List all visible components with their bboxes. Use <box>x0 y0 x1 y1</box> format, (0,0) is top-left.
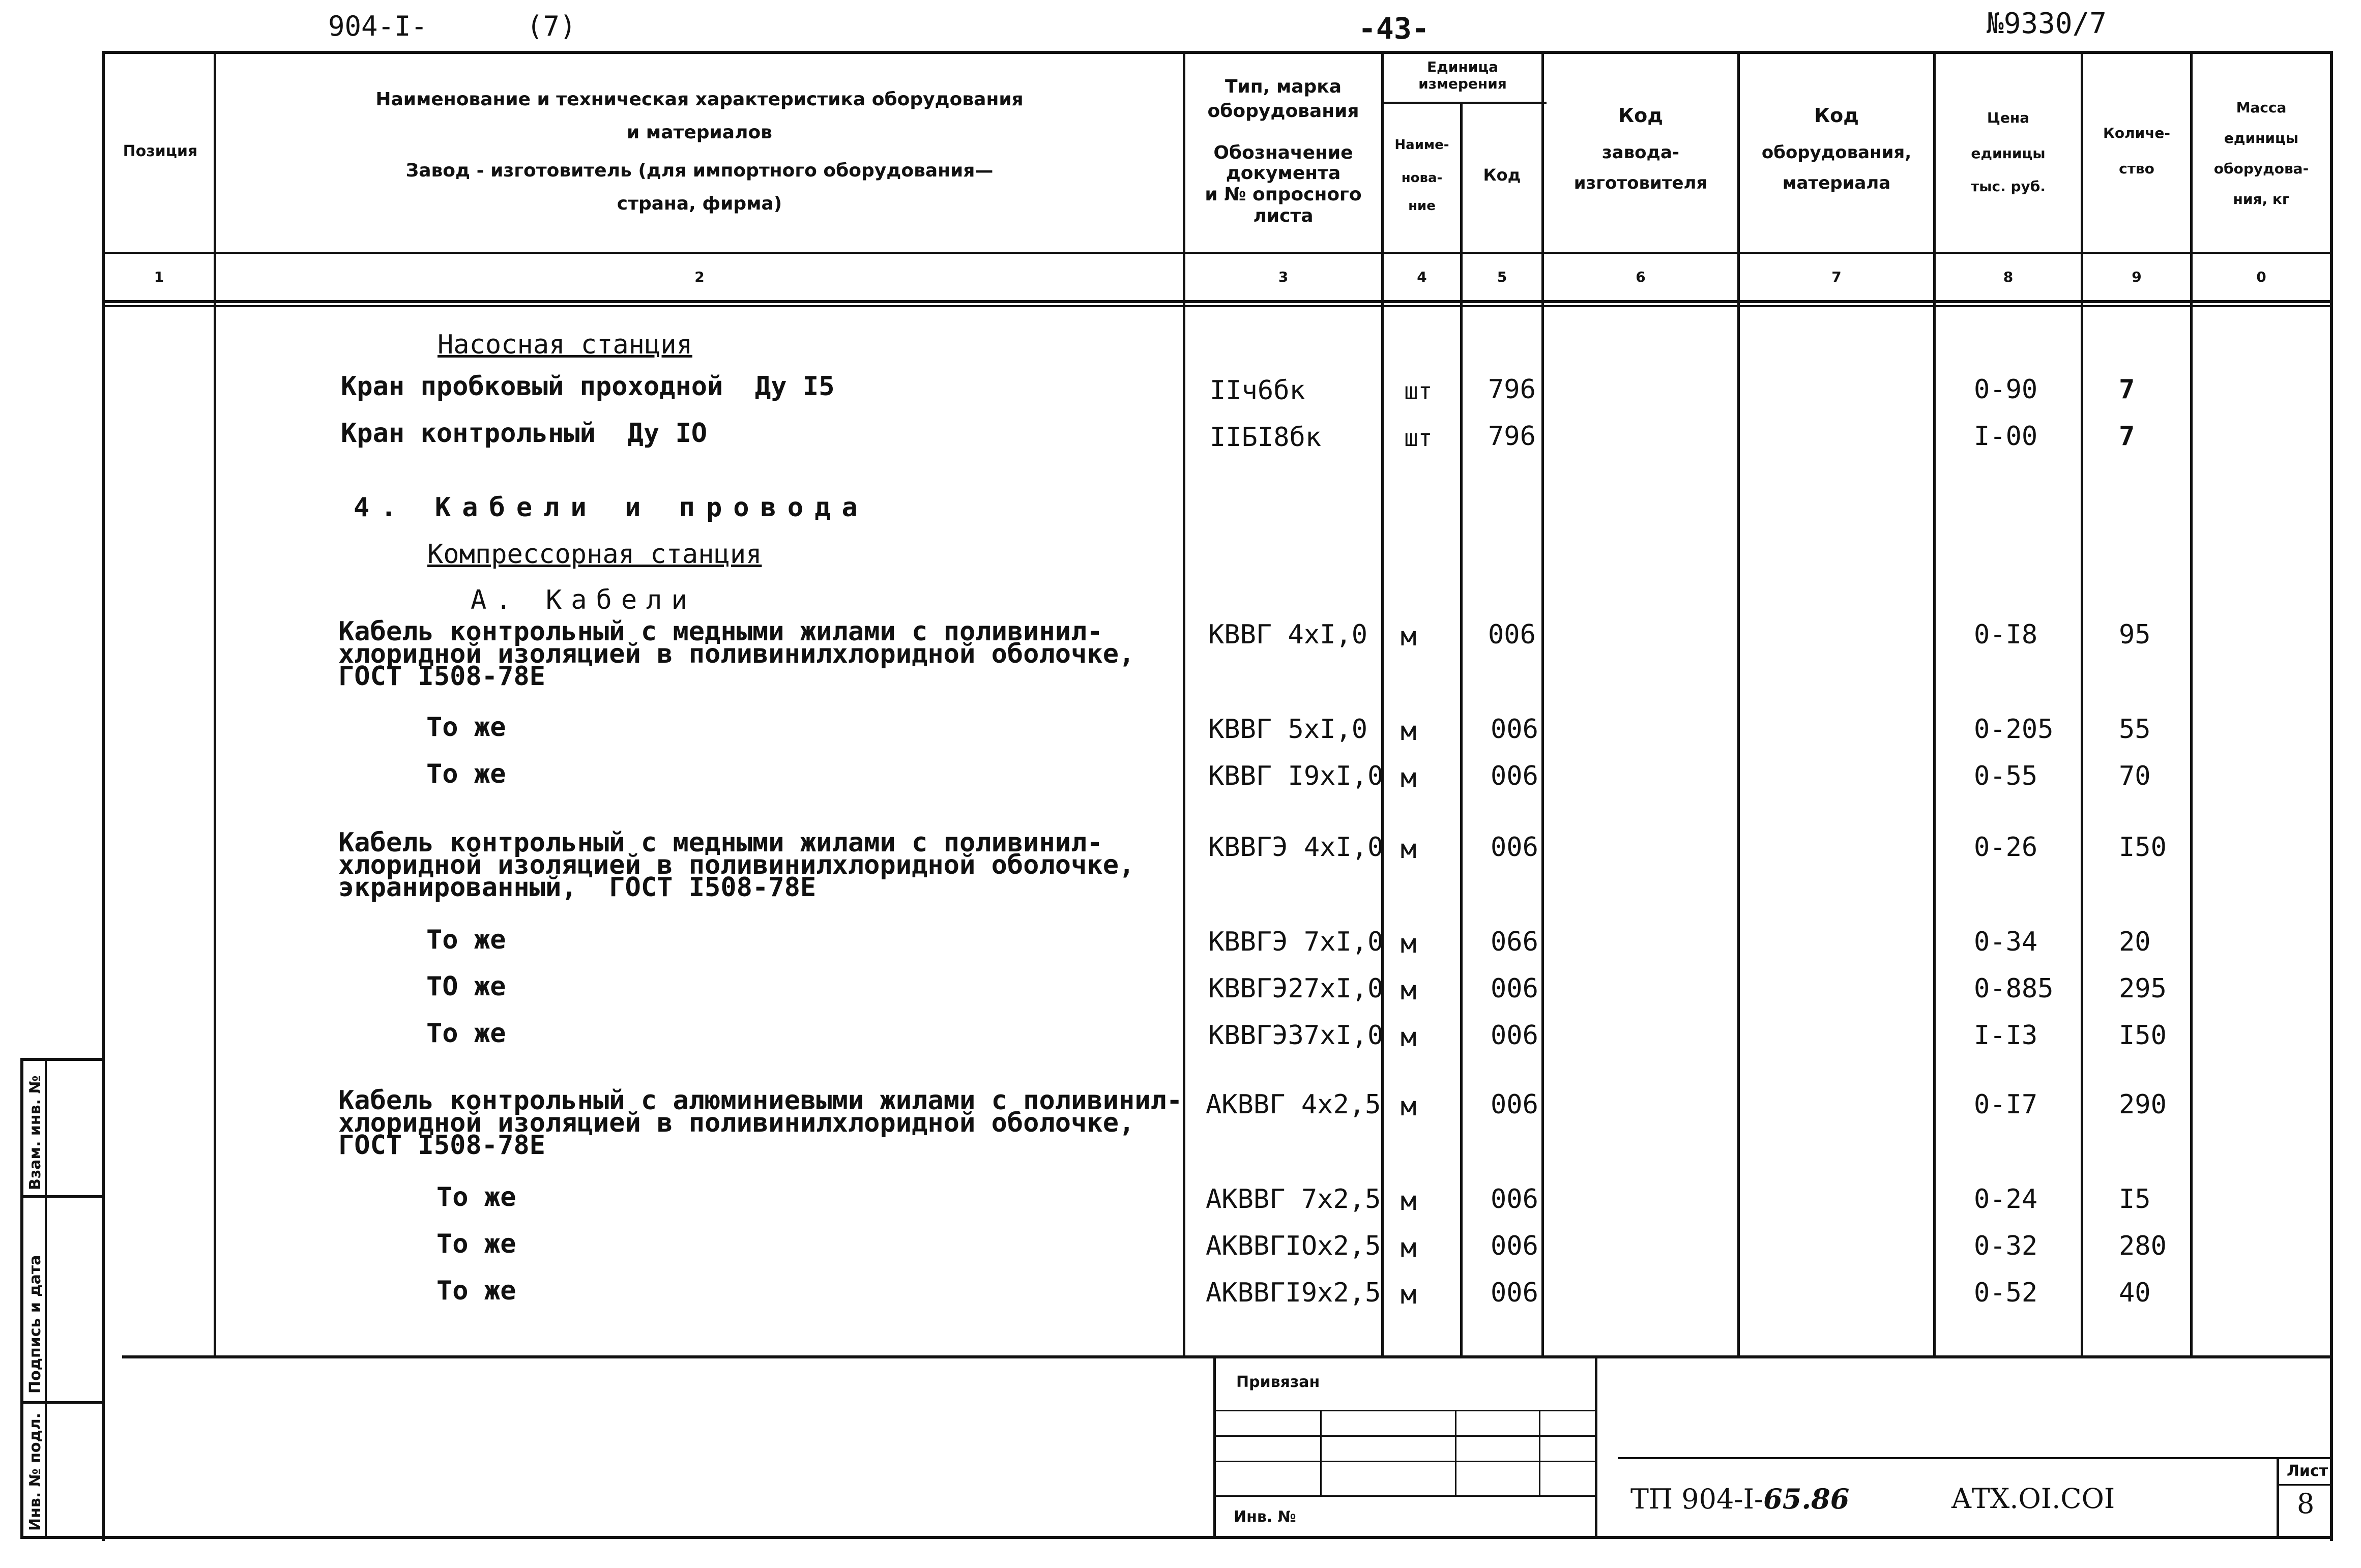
row-unit: м <box>1401 1186 1417 1217</box>
colnum-2: 2 <box>694 269 705 285</box>
stamp-grid-h3 <box>1216 1461 1595 1462</box>
row-code: 006 <box>1491 761 1538 791</box>
side-inv-podl: Инв. № подл. <box>26 1412 44 1531</box>
header-unit-group-2: измерения <box>1418 75 1507 92</box>
header-position: Позиция <box>123 142 198 160</box>
section-cables-title: 4. Кабели и провода <box>354 492 869 523</box>
colnum-10: 0 <box>2256 269 2266 285</box>
col-line-8 <box>2081 51 2083 1358</box>
frame-top <box>104 51 2333 54</box>
doc-number-printed: ТП 904-I- <box>1630 1483 1764 1515</box>
side-block-h2 <box>20 1401 104 1404</box>
row-name: ТО же <box>426 971 506 1002</box>
row-price: 0-90 <box>1974 374 2038 405</box>
header-type-2: оборудования <box>1207 101 1359 122</box>
row-price: 0-885 <box>1974 973 2054 1004</box>
stamp-inv: Инв. № <box>1234 1508 1296 1526</box>
row-price: 0-I8 <box>1974 619 2038 650</box>
sheet-label: Лист <box>2287 1462 2328 1480</box>
col-line-9 <box>2190 51 2193 1358</box>
header-name-2: и материалов <box>627 122 772 143</box>
header-price-1: Цена <box>1987 109 2030 126</box>
doc-row-rule <box>1618 1457 2333 1459</box>
row-name: То же <box>426 712 506 743</box>
row-name: То же <box>426 1018 506 1049</box>
row-price: I-I3 <box>1974 1020 2038 1051</box>
row-code: 066 <box>1491 927 1538 957</box>
row-unit: м <box>1401 1233 1417 1263</box>
row-name: Кран пробковый проходной Ду I5 <box>341 371 835 402</box>
colnum-8: 8 <box>2003 269 2014 285</box>
row-qty: I50 <box>2119 832 2167 863</box>
row-name: То же <box>436 1229 516 1259</box>
frame-bottom <box>20 1536 2333 1539</box>
row-name: То же <box>426 759 506 789</box>
row-name: Кабель контрольный с медными жилами с поливинил- хлоридной изоляцией в поливинилхлоридной оболочке, ГОСТ I508-78Е <box>338 616 1135 692</box>
stamp-grid-h4 <box>1216 1495 1595 1497</box>
row-code: 796 <box>1488 421 1536 452</box>
row-qty: 280 <box>2119 1231 2167 1261</box>
header-mass-3: оборудова- <box>2213 160 2309 177</box>
header-name-1: Наименование и техническая характеристика оборудования <box>375 89 1024 110</box>
series-paren: (7) <box>527 10 576 42</box>
row-type: IIБI8бк <box>1210 422 1322 453</box>
row-price: 0-52 <box>1974 1278 2038 1308</box>
section-cables-sub: А. Кабели <box>471 585 696 615</box>
row-qty: 55 <box>2119 714 2151 745</box>
side-block-mid <box>45 1058 47 1539</box>
row-qty: 40 <box>2119 1278 2151 1308</box>
row-qty: 295 <box>2119 973 2167 1004</box>
sheet-box-mid <box>2279 1484 2333 1486</box>
row-type: АКВВГIOx2,5 <box>1206 1231 1381 1261</box>
sheet-number: 8 <box>2297 1488 2315 1520</box>
stamp-box-right <box>1595 1355 1597 1539</box>
colnum-1: 1 <box>154 269 164 285</box>
row-name: То же <box>426 925 506 955</box>
col-line-2 <box>1183 51 1185 1358</box>
colnum-7: 7 <box>1831 269 1842 285</box>
row-price: I-00 <box>1974 421 2038 452</box>
row-name: То же <box>436 1182 516 1212</box>
side-vzam-inv: Взам. инв. № <box>26 1075 44 1190</box>
row-code: 006 <box>1491 1278 1538 1308</box>
doc-code: АТХ.OI.COI <box>1951 1483 2115 1515</box>
row-qty: 7 <box>2119 421 2135 452</box>
header-mass-1: Масса <box>2236 99 2287 116</box>
header-type-1: Тип, марка <box>1225 76 1342 97</box>
side-block-left <box>20 1058 23 1539</box>
row-type: АКВВГ 7x2,5 <box>1206 1184 1381 1215</box>
sheet-box-left <box>2277 1457 2279 1539</box>
header-rule-1 <box>104 252 2333 254</box>
stamp-grid-v3 <box>1539 1410 1540 1496</box>
header-equipment-1: Код <box>1814 104 1859 127</box>
row-qty: 7 <box>2119 374 2135 405</box>
header-name-4: страна, фирма) <box>617 193 782 214</box>
header-equipment-3: материала <box>1782 173 1891 193</box>
row-code: 006 <box>1491 1089 1538 1120</box>
header-price-2: единицы <box>1971 145 2046 162</box>
row-price: 0-34 <box>1974 927 2038 957</box>
header-unit-name-2: нова- <box>1401 170 1443 186</box>
row-type: КВВГ I9xI,0 <box>1208 761 1384 791</box>
row-name: Кабель контрольный с медными жилами с поливинил- хлоридной изоляцией в поливинилхлоридной оболочке, экранированный, ГОСТ I508-78Е <box>338 827 1135 903</box>
row-code: 006 <box>1491 973 1538 1004</box>
row-unit: м <box>1401 716 1417 747</box>
colnum-6: 6 <box>1636 269 1646 285</box>
row-qty: I50 <box>2119 1020 2167 1051</box>
doc-number-handwritten: 65.86 <box>1763 1483 1850 1515</box>
header-mass-2: единицы <box>2224 130 2299 146</box>
colnum-5: 5 <box>1497 269 1507 285</box>
header-qty-1: Количе- <box>2103 125 2171 141</box>
series-number: 904-I- <box>328 10 428 42</box>
header-type-3: Обозначение <box>1213 142 1353 163</box>
header-unit-name-3: ние <box>1408 198 1436 214</box>
row-price: 0-55 <box>1974 761 2038 791</box>
unit-group-rule <box>1384 102 1547 104</box>
side-block-top <box>20 1058 104 1061</box>
row-type: КВВГЭ 4xI,0 <box>1208 832 1384 863</box>
row-code: 796 <box>1488 374 1536 405</box>
header-name-3: Завод - изготовитель (для импортного оборудования— <box>405 160 994 181</box>
row-unit: м <box>1401 622 1417 652</box>
row-code: 006 <box>1488 619 1536 650</box>
row-price: 0-32 <box>1974 1231 2038 1261</box>
col-line-5 <box>1541 51 1544 1358</box>
col-line-1 <box>214 51 216 1358</box>
header-unit-group-1: Единица <box>1427 58 1498 75</box>
stamp-top-rule <box>122 1355 2333 1358</box>
side-podpis-data: Подпись и дата <box>26 1255 44 1394</box>
row-type: КВВГЭ27xI,0 <box>1208 973 1384 1004</box>
row-code: 006 <box>1491 1231 1538 1261</box>
row-price: 0-26 <box>1974 832 2038 863</box>
header-type-6: листа <box>1253 205 1314 226</box>
col-line-7 <box>1933 51 1936 1358</box>
header-rule-3 <box>104 305 2333 307</box>
colnum-4: 4 <box>1417 269 1427 285</box>
header-type-4: документа <box>1226 163 1341 184</box>
row-type: АКВВГ 4x2,5 <box>1206 1089 1381 1120</box>
stamp-grid-h1 <box>1216 1410 1595 1411</box>
col-line-6 <box>1737 51 1740 1358</box>
section-compressor-station: Компрессорная станция <box>427 539 762 570</box>
header-mass-4: ния, кг <box>2233 191 2290 208</box>
header-unit-name-1: Наиме- <box>1394 137 1449 153</box>
row-qty: I5 <box>2119 1184 2151 1215</box>
col-line-3 <box>1381 51 1384 1358</box>
row-qty: 95 <box>2119 619 2151 650</box>
row-code: 006 <box>1491 1184 1538 1215</box>
header-factory-2: завода- <box>1601 142 1680 163</box>
header-rule-2 <box>104 300 2333 303</box>
row-unit: м <box>1401 763 1417 793</box>
row-price: 0-I7 <box>1974 1089 2038 1120</box>
inventory-number: №9330/7 <box>1987 7 2107 40</box>
stamp-privyazan: Привязан <box>1236 1373 1320 1391</box>
header-factory-3: изготовителя <box>1573 173 1708 193</box>
row-unit: м <box>1401 1022 1417 1053</box>
row-code: 006 <box>1491 714 1538 745</box>
row-name: Кран контрольный Ду IO <box>341 418 708 449</box>
row-qty: 290 <box>2119 1089 2167 1120</box>
row-name: То же <box>436 1276 516 1306</box>
row-unit: м <box>1401 1280 1417 1310</box>
row-type: IIч6бк <box>1210 375 1305 406</box>
row-unit: м <box>1401 975 1417 1006</box>
row-type: КВВГЭ 7xI,0 <box>1208 927 1384 957</box>
section-pump-station: Насосная станция <box>438 330 692 360</box>
row-qty: 70 <box>2119 761 2151 791</box>
header-price-3: тыс. руб. <box>1970 178 2046 195</box>
stamp-grid-h2 <box>1216 1435 1595 1437</box>
frame-right <box>2330 51 2333 1541</box>
row-type: КВВГЭ37xI,0 <box>1208 1020 1384 1051</box>
row-code: 006 <box>1491 832 1538 863</box>
header-unit-code: Код <box>1483 165 1521 185</box>
row-unit: м <box>1401 929 1417 959</box>
header-equipment-2: оборудования, <box>1761 142 1912 163</box>
colnum-9: 9 <box>2132 269 2142 285</box>
row-code: 006 <box>1491 1020 1538 1051</box>
page-number: -43- <box>1358 11 1430 46</box>
row-qty: 20 <box>2119 927 2151 957</box>
row-unit: м <box>1401 1091 1417 1122</box>
colnum-3: 3 <box>1278 269 1289 285</box>
row-type: КВВГ 5xI,0 <box>1208 714 1368 745</box>
row-type: КВВГ 4xI,0 <box>1208 619 1368 650</box>
stamp-grid-v2 <box>1455 1410 1456 1496</box>
header-factory-1: Код <box>1618 104 1663 127</box>
row-name: Кабель контрольный с алюминиевыми жилами с поливинил- хлоридной изоляцией в поливинилхлоридной оболочке, ГОСТ I508-78Е <box>338 1085 1183 1161</box>
row-unit: шт <box>1404 377 1433 405</box>
doc-number <box>1630 1483 1849 1515</box>
stamp-box-left <box>1213 1355 1216 1539</box>
row-price: 0-24 <box>1974 1184 2038 1215</box>
col-line-4 <box>1460 102 1463 1358</box>
row-unit: шт <box>1404 424 1433 452</box>
row-unit: м <box>1401 834 1417 865</box>
row-price: 0-205 <box>1974 714 2054 745</box>
stamp-grid-v1 <box>1320 1410 1322 1496</box>
side-block-h1 <box>20 1195 104 1198</box>
header-qty-2: ство <box>2119 160 2154 177</box>
row-type: АКВВГI9x2,5 <box>1206 1278 1381 1308</box>
header-type-5: и № опросного <box>1205 184 1362 205</box>
